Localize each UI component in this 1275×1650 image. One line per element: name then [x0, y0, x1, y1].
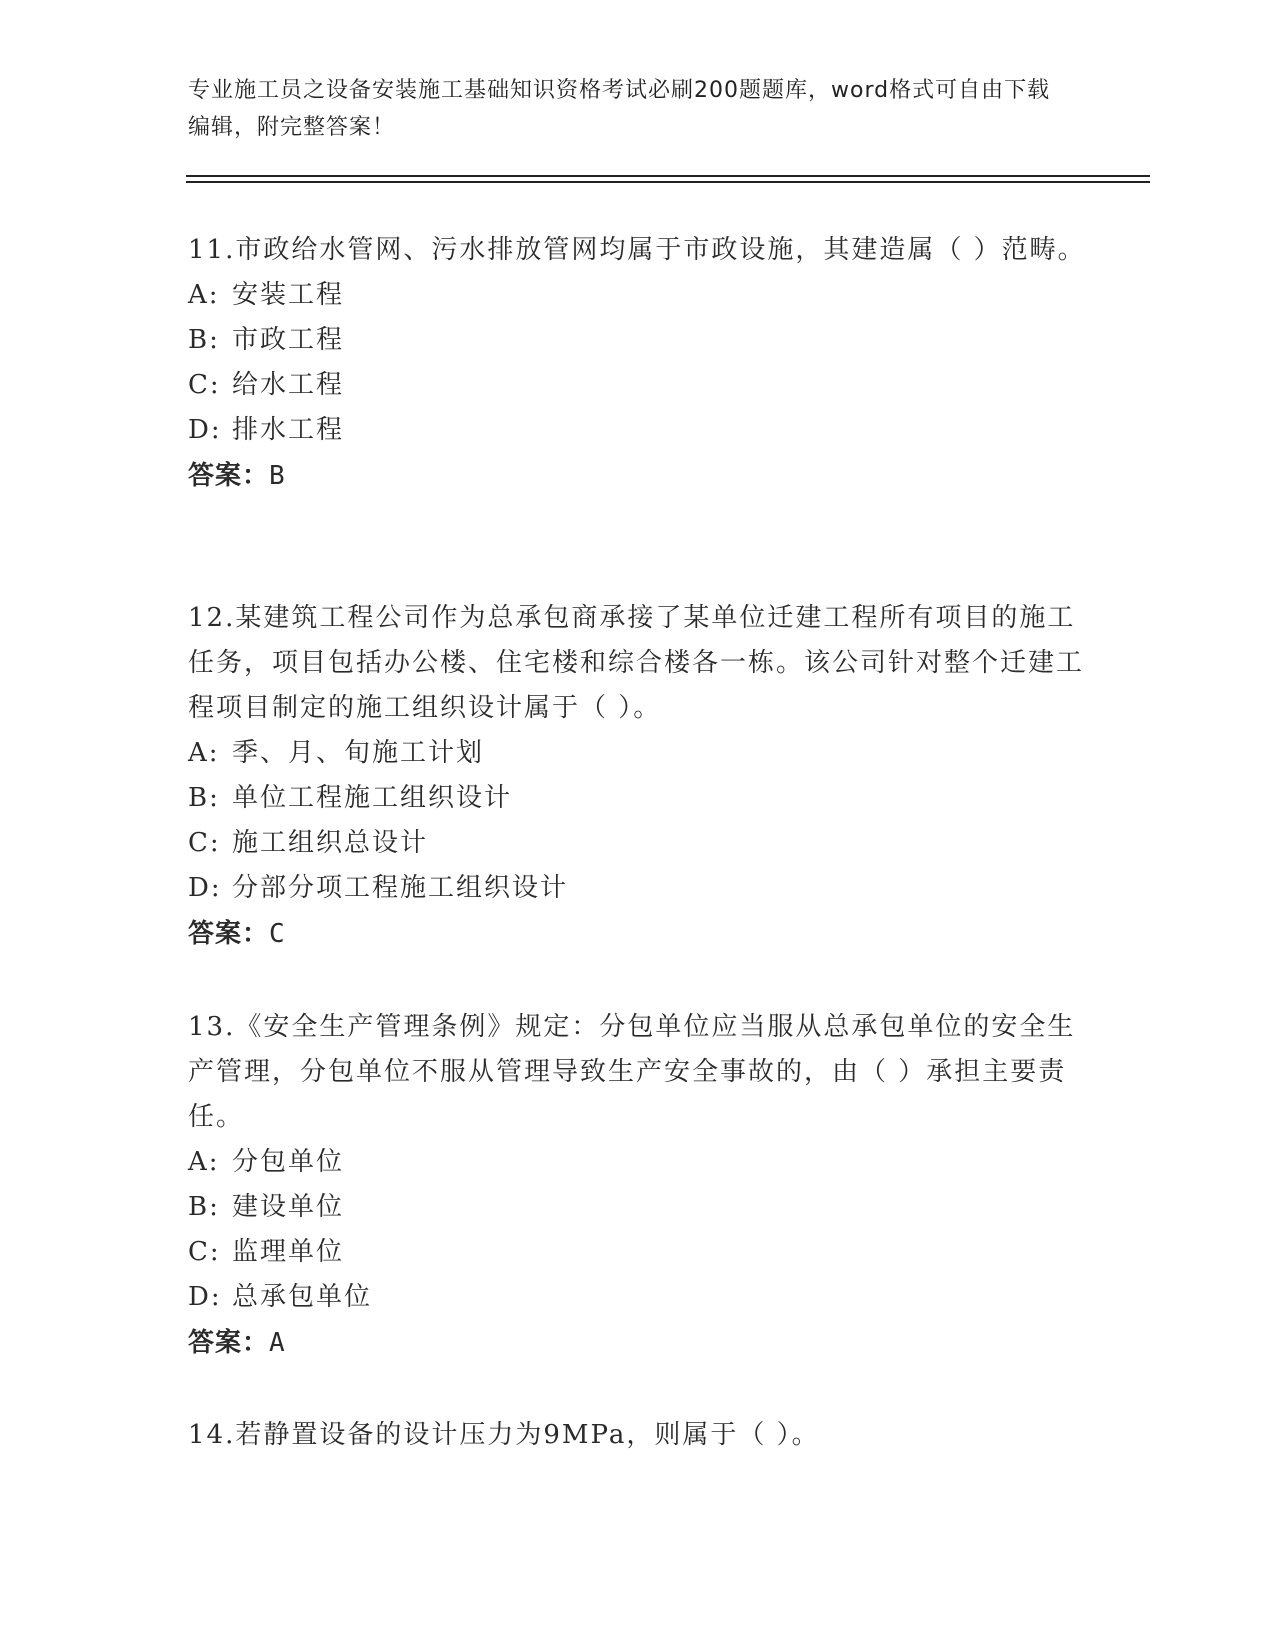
answer-label: 答案：	[188, 919, 270, 949]
option-text: 市政工程	[232, 325, 345, 355]
answer-value: A	[269, 1328, 286, 1358]
option-text: 单位工程施工组织设计	[232, 783, 513, 813]
question-14	[188, 1413, 1088, 1458]
option-text: 施工组织总设计	[232, 828, 429, 858]
option-b	[188, 776, 1088, 821]
option-text: 监理单位	[232, 1237, 345, 1267]
header-divider-top	[186, 175, 1150, 177]
option-b	[188, 1185, 1088, 1230]
option-d	[188, 866, 1088, 911]
option-text: 安装工程	[232, 280, 345, 310]
header-divider-bottom	[186, 181, 1150, 183]
option-text: 季、月、旬施工计划	[232, 738, 485, 768]
question-11	[188, 228, 1088, 499]
document-header: 专业施工员之设备安装施工基础知识资格考试必刷200题题库，word格式可自由下载编辑，附完整答案！	[188, 78, 1051, 140]
option-a	[188, 731, 1088, 776]
option-a	[188, 1140, 1088, 1185]
question-stem: 12.某建筑工程公司作为总承包商承接了某单位迁建工程所有项目的施工任务，项目包括办公楼、住宅楼和综合楼各一栋。该公司针对整个迁建工程项目制定的施工组织设计属于（ ）。	[188, 603, 1085, 723]
option-label: A:	[188, 738, 220, 768]
option-c	[188, 821, 1088, 866]
option-label: B:	[188, 1192, 220, 1222]
answer-value: B	[269, 461, 286, 491]
question-12	[188, 596, 1088, 957]
option-label: C:	[188, 370, 221, 400]
answer-line	[188, 453, 1088, 499]
option-label: B:	[188, 783, 220, 813]
option-a	[188, 273, 1088, 318]
option-label: D:	[188, 873, 222, 903]
option-text: 分部分项工程施工组织设计	[232, 873, 569, 903]
option-label: C:	[188, 1237, 221, 1267]
option-label: D:	[188, 415, 222, 445]
option-text: 排水工程	[232, 415, 345, 445]
answer-label: 答案：	[188, 1328, 270, 1358]
question-stem: 13.《安全生产管理条例》规定：分包单位应当服从总承包单位的安全生产管理，分包单位不服从管理导致生产安全事故的，由（ ）承担主要责任。	[188, 1012, 1076, 1132]
answer-value: C	[269, 919, 286, 949]
answer-line	[188, 1320, 1088, 1366]
option-label: B:	[188, 325, 220, 355]
option-b	[188, 318, 1088, 363]
option-d	[188, 408, 1088, 453]
option-label: A:	[188, 1147, 220, 1177]
option-c	[188, 1230, 1088, 1275]
answer-line	[188, 911, 1088, 957]
option-text: 分包单位	[232, 1147, 345, 1177]
option-text: 总承包单位	[232, 1282, 373, 1312]
option-c	[188, 363, 1088, 408]
question-13	[188, 1005, 1088, 1366]
option-text: 建设单位	[232, 1192, 345, 1222]
question-stem: 11.市政给水管网、污水排放管网均属于市政设施，其建造属（ ）范畴。	[188, 235, 1086, 265]
option-d	[188, 1275, 1088, 1320]
option-label: C:	[188, 828, 221, 858]
question-stem: 14.若静置设备的设计压力为9MPa，则属于（ ）。	[188, 1420, 820, 1450]
option-label: A:	[188, 280, 220, 310]
answer-label: 答案：	[188, 461, 270, 491]
option-label: D:	[188, 1282, 222, 1312]
option-text: 给水工程	[232, 370, 345, 400]
